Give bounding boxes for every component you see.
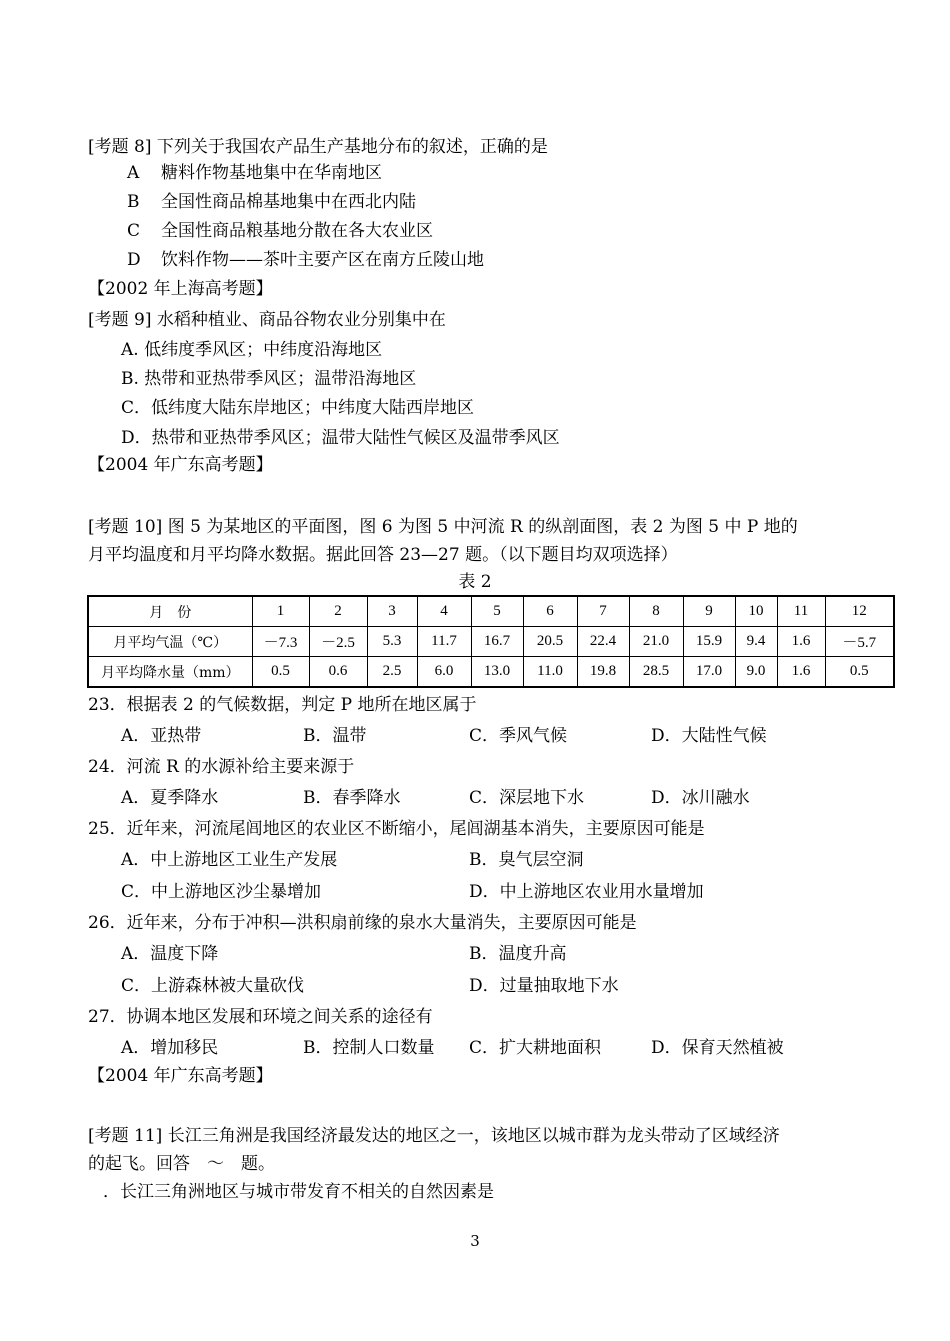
q25-stem: 25．近年来，河流尾闾地区的农业区不断缩小，尾闾湖基本消失，主要原因可能是 — [88, 819, 705, 839]
table-header-cell: 11 — [777, 596, 825, 627]
q24-option-c: C．深层地下水 — [469, 788, 585, 808]
q24-option-d: D．冰川融水 — [651, 788, 750, 808]
table-header-cell: 2 — [309, 596, 367, 627]
table-cell: －7.3 — [252, 627, 309, 657]
page-number: 3 — [470, 1232, 480, 1250]
q8-stem-line — [88, 136, 548, 158]
q8-source: 【2002 年上海高考题】 — [88, 279, 273, 299]
table-header-cell: 月 份 — [88, 596, 252, 627]
q9-option-d: D．热带和亚热带季风区；温带大陆性气候区及温带季风区 — [121, 428, 560, 448]
q10-stem-1: 图 5 为某地区的平面图，图 6 为图 5 中河流 R 的纵剖面图，表 2 为图 5 中 P 地的 — [167, 517, 798, 537]
q26-option-a: A．温度下降 — [121, 944, 219, 964]
table-cell: 0.5 — [825, 657, 894, 688]
table-cell: 6.0 — [417, 657, 471, 688]
q25-option-a: A．中上游地区工业生产发展 — [121, 850, 338, 870]
q8-option-d: D 饮料作物——茶叶主要产区在南方丘陵山地 — [127, 250, 484, 270]
q26-stem: 26．近年来，分布于冲积—洪积扇前缘的泉水大量消失，主要原因可能是 — [88, 913, 637, 933]
table-row-temperature — [88, 627, 894, 657]
q23-stem: 23．根据表 2 的气候数据，判定 P 地所在地区属于 — [88, 695, 477, 715]
table-header-cell: 6 — [523, 596, 577, 627]
table-cell: 19.8 — [577, 657, 629, 688]
q10-source: 【2004 年广东高考题】 — [88, 1066, 273, 1086]
q11-tag: [考题 11] — [88, 1126, 163, 1146]
q26-option-c: C．上游森林被大量砍伐 — [121, 976, 305, 996]
table-cell: 0.6 — [309, 657, 367, 688]
q25-option-b: B．臭气层空洞 — [469, 850, 584, 870]
q9-option-b: B. 热带和亚热带季风区；温带沿海地区 — [121, 369, 417, 389]
table-cell: 15.9 — [683, 627, 735, 657]
q9-option-c: C．低纬度大陆东岸地区；中纬度大陆西岸地区 — [121, 398, 475, 418]
q11-sub-question: ．长江三角洲地区与城市带发育不相关的自然因素是 — [103, 1182, 494, 1202]
table-cell: －5.7 — [825, 627, 894, 657]
table-cell: 1.6 — [777, 657, 825, 688]
q23-option-c: C．季风气候 — [469, 726, 568, 746]
table-header-cell: 1 — [252, 596, 309, 627]
q9-stem: 水稻种植业、商品谷物农业分别集中在 — [156, 310, 446, 330]
q11-stem-1: 长江三角洲是我国经济最发达的地区之一，该地区以城市群为龙头带动了区域经济 — [167, 1126, 780, 1146]
table-cell: 28.5 — [629, 657, 683, 688]
q10-tag: [考题 10] — [88, 517, 163, 537]
table-cell: 9.4 — [735, 627, 777, 657]
q27-option-c: C．扩大耕地面积 — [469, 1038, 602, 1058]
q24-stem: 24．河流 R 的水源补给主要来源于 — [88, 757, 355, 777]
table-header-cell: 3 — [367, 596, 417, 627]
q25-option-c: C．中上游地区沙尘暴增加 — [121, 882, 322, 902]
table-cell: 17.0 — [683, 657, 735, 688]
table-cell: 月平均气温（℃） — [88, 627, 252, 657]
table-header-cell: 12 — [825, 596, 894, 627]
q23-option-d: D．大陆性气候 — [651, 726, 767, 746]
table-cell: 9.0 — [735, 657, 777, 688]
table-row-precipitation — [88, 657, 894, 688]
q23-option-b: B．温带 — [303, 726, 367, 746]
q10-stem-line1 — [88, 516, 798, 538]
table-header-cell: 10 — [735, 596, 777, 627]
q9-source: 【2004 年广东高考题】 — [88, 455, 273, 475]
q8-option-a: A 糖料作物基地集中在华南地区 — [127, 163, 382, 183]
table-header-cell: 8 — [629, 596, 683, 627]
q8-tag: [考题 8] — [88, 137, 152, 157]
table-header-cell: 5 — [471, 596, 523, 627]
table-cell: 20.5 — [523, 627, 577, 657]
q11-stem-line1 — [88, 1125, 780, 1147]
q9-stem-line — [88, 309, 446, 331]
climate-table — [87, 595, 895, 688]
q10-stem-line2: 月平均温度和月平均降水数据。据此回答 23—27 题。（以下题目均双项选择） — [88, 545, 678, 565]
table-cell: 月平均降水量（mm） — [88, 657, 252, 688]
q24-option-b: B．春季降水 — [303, 788, 401, 808]
table-header-row — [88, 596, 894, 627]
q26-option-b: B．温度升高 — [469, 944, 567, 964]
q27-option-a: A．增加移民 — [121, 1038, 219, 1058]
table-header-cell: 9 — [683, 596, 735, 627]
table-cell: 21.0 — [629, 627, 683, 657]
table-cell: 5.3 — [367, 627, 417, 657]
table-cell: 11.0 — [523, 657, 577, 688]
q8-stem: 下列关于我国农产品生产基地分布的叙述，正确的是 — [156, 137, 548, 157]
q25-option-d: D．中上游地区农业用水量增加 — [469, 882, 704, 902]
q11-stem-line2: 的起飞。回答 ～ 题。 — [88, 1154, 275, 1174]
q27-option-d: D．保育天然植被 — [651, 1038, 784, 1058]
q27-option-b: B．控制人口数量 — [303, 1038, 435, 1058]
table-cell: －2.5 — [309, 627, 367, 657]
table-cell: 1.6 — [777, 627, 825, 657]
q23-option-a: A．亚热带 — [121, 726, 202, 746]
table-cell: 13.0 — [471, 657, 523, 688]
table-cell: 16.7 — [471, 627, 523, 657]
q24-option-a: A．夏季降水 — [121, 788, 219, 808]
table-cell: 2.5 — [367, 657, 417, 688]
table-cell: 11.7 — [417, 627, 471, 657]
q9-tag: [考题 9] — [88, 310, 152, 330]
q9-option-a: A. 低纬度季风区；中纬度沿海地区 — [121, 340, 383, 360]
table-cell: 22.4 — [577, 627, 629, 657]
q27-stem: 27．协调本地区发展和环境之间关系的途径有 — [88, 1007, 433, 1027]
table-header-cell: 4 — [417, 596, 471, 627]
table-caption: 表 2 — [458, 572, 492, 592]
q8-option-c: C 全国性商品粮基地分散在各大农业区 — [127, 221, 433, 241]
q8-option-b: B 全国性商品棉基地集中在西北内陆 — [127, 192, 416, 212]
table-header-cell: 7 — [577, 596, 629, 627]
q26-option-d: D．过量抽取地下水 — [469, 976, 619, 996]
table-cell: 0.5 — [252, 657, 309, 688]
